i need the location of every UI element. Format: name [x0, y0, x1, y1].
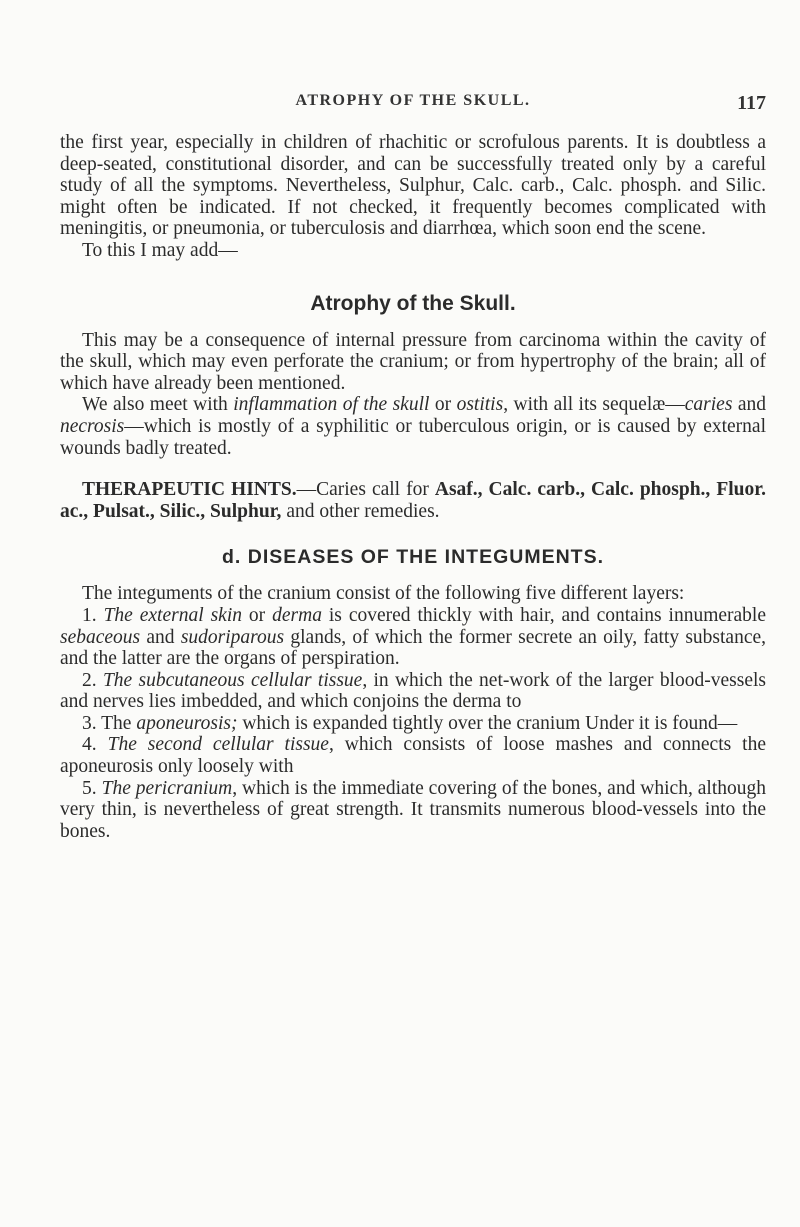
page-number: 117 — [737, 92, 766, 114]
book-page — [60, 92, 766, 842]
text-run: is covered thickly with hair, and contains innumerable — [321, 604, 766, 626]
term-inflammation: inflammation of the skull — [233, 394, 430, 416]
text-run: which is expanded tightly over the cranium Under it is found— — [237, 712, 738, 734]
running-title: ATROPHY OF THE SKULL. — [295, 92, 531, 109]
hints-label: THERAPEUTIC HINTS. — [82, 479, 297, 501]
layer-item-5 — [60, 778, 766, 843]
text-run: or — [242, 604, 273, 626]
layer-item-3 — [60, 713, 766, 735]
remedy-list: Asaf., Calc. carb., Calc. phosph., Fluor. ac., Pulsat., Silic., Sulphur, — [60, 479, 766, 522]
intro-paragraph: the first year, especially in children of rhachitic or scrofulous parents. It is doubtless a deep-seated, constitutional disorder, and can be successfully treated only by a careful study of all the symptoms. Nevertheless, Sulphur, Calc. carb., Calc. phosph. and Silic. might often be indicated. If not checked, it frequently becomes complicated with meningitis, or pneumonia, or tuberculosis and diarrhœa, which soon end the scene. — [60, 132, 766, 240]
item-number: 5. — [82, 777, 102, 799]
layer-item-1 — [60, 605, 766, 670]
text-run: , which is the immediate covering of the bones, and which, although very thin, is nevertheless of great strength. It transmits numerous blood-vessels into the bones. — [60, 777, 767, 842]
item-number: 4. — [82, 734, 108, 756]
text-run: or — [429, 394, 457, 416]
term-subcutaneous-tissue: The subcutaneous cellular tissue — [102, 669, 363, 691]
term-caries: caries — [684, 394, 733, 416]
term-external-skin: The external skin — [103, 604, 242, 626]
layer-item-4 — [60, 734, 766, 777]
term-derma: derma — [272, 604, 322, 626]
atrophy-paragraph-2 — [60, 394, 766, 459]
section-heading-integuments: d. DISEASES OF THE INTEGUMENTS. — [221, 546, 605, 569]
text-run: , with all its sequelæ— — [503, 394, 685, 416]
term-aponeurosis: aponeurosis; — [136, 712, 238, 734]
term-sudoriparous: sudoriparous — [180, 626, 285, 648]
intro-lead-in: To this I may add— — [82, 239, 238, 261]
therapeutic-hints — [60, 479, 766, 522]
term-second-cellular-tissue: The second cellular tissue — [107, 734, 329, 756]
atrophy-paragraph-1: This may be a consequence of internal pressure from carcinoma within the cavity of the skull, which may even perforate the cranium; or from hypertrophy of the brain; all of which have already been mentioned. — [60, 329, 766, 394]
item-number: 3. The — [82, 712, 137, 734]
text-run: We also meet with — [82, 394, 234, 416]
text-run: —Caries call for — [296, 479, 435, 501]
text-run: , in which the net-work of the larger blood-vessels and nerves lies imbedded, and which conjoins the derma to — [60, 669, 767, 713]
text-run: —which is mostly of a syphilitic or tuberculous origin, or is caused by external wounds badly treated. — [60, 415, 766, 459]
term-pericranium: The pericranium — [101, 777, 233, 799]
item-number: 1. — [82, 604, 104, 626]
text-run: and other remedies. — [281, 500, 440, 522]
integuments-intro: The integuments of the cranium consist of the following five different layers: — [82, 583, 685, 605]
layer-item-2 — [60, 670, 766, 713]
text-run: and — [140, 626, 181, 648]
term-ostitis: ostitis — [456, 394, 504, 416]
text-run: glands, of which the former secrete an oily, fatty substance, and the latter are the organs of perspiration. — [60, 626, 767, 670]
text-run: , which consists of loose mashes and connects the aponeurosis only loosely with — [60, 734, 767, 778]
running-head — [60, 92, 766, 132]
section-heading-atrophy: Atrophy of the Skull. — [310, 291, 516, 315]
text-run: and — [732, 394, 767, 416]
item-number: 2. — [82, 669, 103, 691]
term-necrosis: necrosis — [60, 415, 125, 437]
term-sebaceous: sebaceous — [60, 626, 141, 648]
